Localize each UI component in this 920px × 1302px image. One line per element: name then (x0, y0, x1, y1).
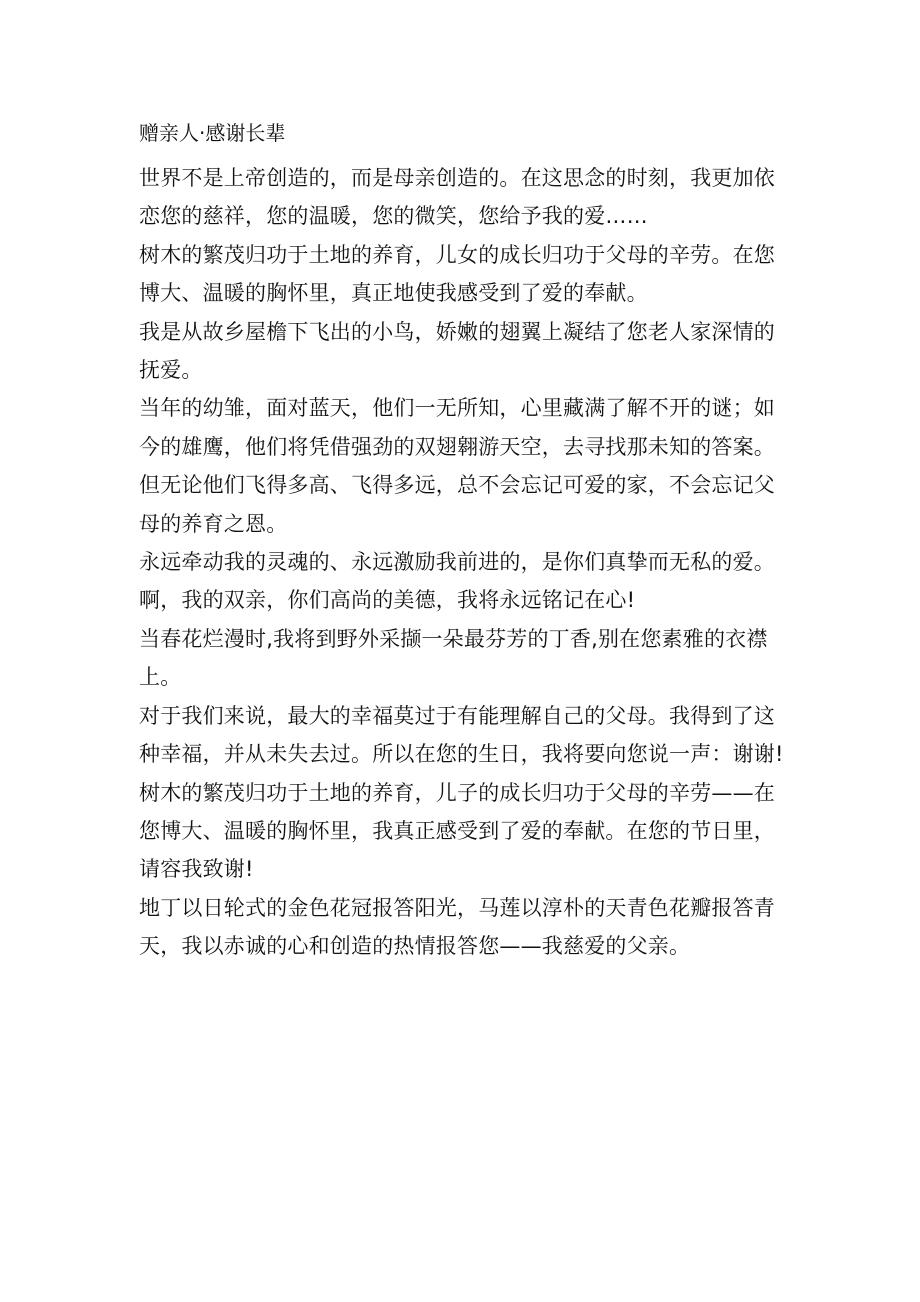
paragraph: 当春花烂漫时,我将到野外采撷一朵最芬芳的丁香,别在您素雅的衣襟上。 (139, 626, 768, 690)
paragraph: 我是从故乡屋檐下飞出的小鸟，娇嫩的翅翼上凝结了您老人家深情的抚爱。 (139, 319, 775, 383)
paragraph: 啊，我的双亲，你们高尚的美德，我将永远铭记在心! (139, 588, 636, 613)
paragraph: 当年的幼雏，面对蓝天，他们一无所知，心里藏满了解不开的谜；如今的雄鹰，他们将凭借强劲的双翅翱游天空，去寻找那未知的答案。但无论他们飞得多高、飞得多远，总不会忘记可爱的家，不会忘记父母的养育之恩。 (139, 396, 775, 536)
paragraph: 永远牵动我的灵魂的、永远激励我前进的，是你们真挚而无私的爱。 (139, 550, 775, 575)
paragraph: 树木的繁茂归功于土地的养育，儿子的成长归功于父母的辛劳——在您博大、温暖的胸怀里，我真正感受到了爱的奉献。在您的节日里，请容我致谢! (139, 780, 775, 882)
paragraph: 对于我们来说，最大的幸福莫过于有能理解自己的父母。我得到了这种幸福，并从未失去过。所以在您的生日，我将要向您说一声：谢谢! (139, 703, 784, 767)
paragraph: 树木的繁茂归功于土地的养育，儿女的成长归功于父母的辛劳。在您博大、温暖的胸怀里，真正地使我感受到了爱的奉献。 (139, 242, 775, 306)
document-title: 赠亲人·感谢长辈 (139, 121, 286, 145)
document-page (139, 118, 789, 966)
paragraph: 世界不是上帝创造的，而是母亲创造的。在这思念的时刻，我更加依恋您的慈祥，您的温暖，您的微笑，您给予我的爱…… (139, 166, 775, 229)
paragraph: 地丁以日轮式的金色花冠报答阳光，马莲以淳朴的天青色花瓣报答青天，我以赤诚的心和创造的热情报答您——我慈爱的父亲。 (139, 895, 775, 959)
